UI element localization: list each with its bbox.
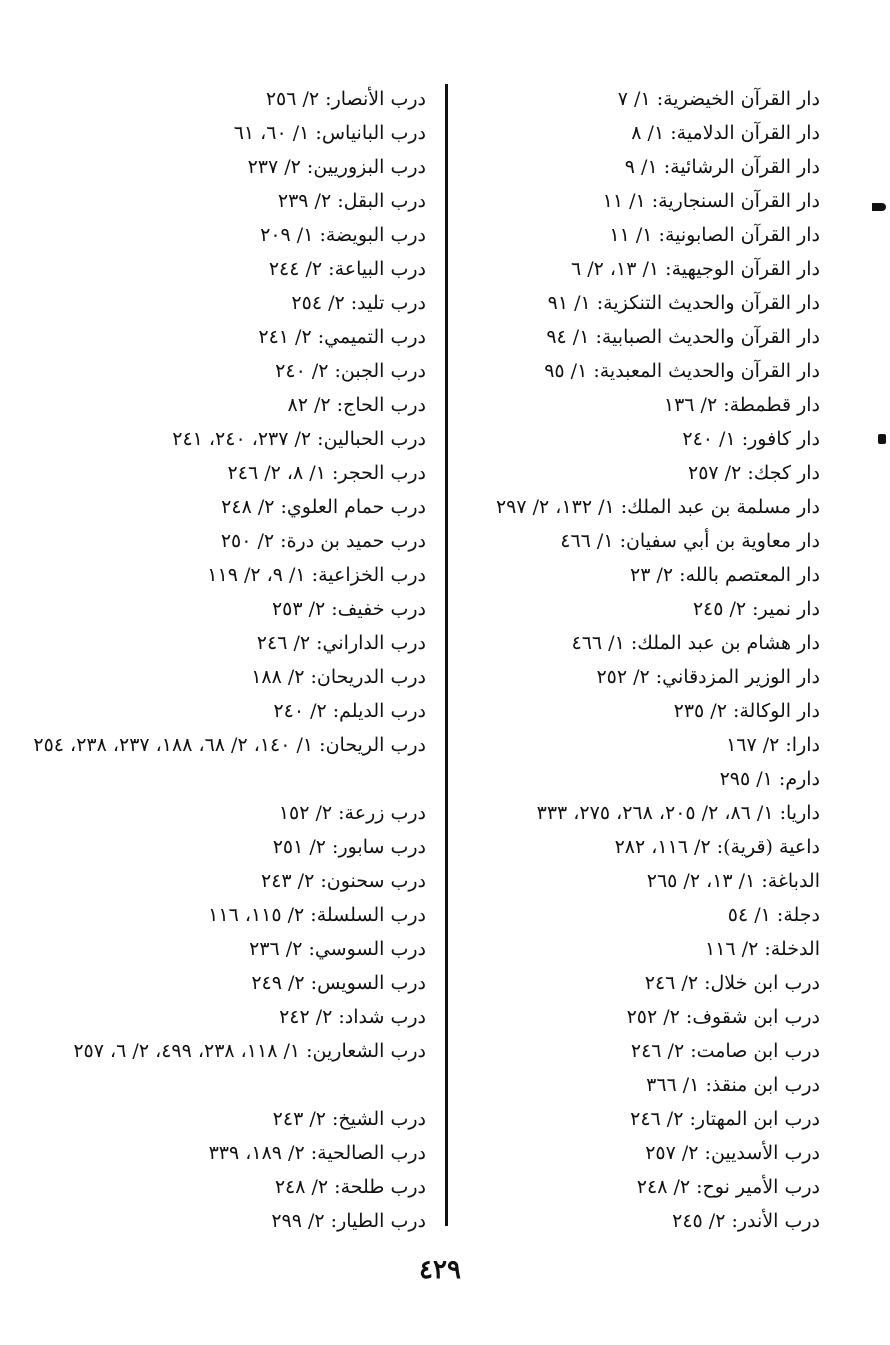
index-entry: درب حمام العلوي: ٢/ ٢٤٨	[221, 496, 426, 518]
index-entry: دار نمير: ٢/ ٢٤٥	[692, 598, 820, 620]
index-entry: دار القرآن الصابونية: ١/ ١١	[609, 224, 820, 246]
index-column-left	[16, 82, 426, 1238]
index-entry: درب خفيف: ٢/ ٢٥٣	[271, 598, 426, 620]
index-entry: دار القرآن الدلامية: ١/ ٨	[631, 122, 820, 144]
index-entry: درب الأمير نوح: ٢/ ٢٤٨	[636, 1176, 820, 1198]
index-entry: درب الريحان: ١/ ١٤٠، ٢/ ٦٨، ١٨٨، ٢٣٧، ٢٣٨، ٢٥٤	[33, 734, 426, 756]
index-entry: درب سحنون: ٢/ ٢٤٣	[261, 870, 426, 892]
index-entry: درب زرعة: ٢/ ١٥٢	[278, 802, 426, 824]
page-number: ٤٢٩	[419, 1255, 461, 1285]
index-entry: درب الأسديين: ٢/ ٢٥٧	[645, 1142, 820, 1164]
index-entry: دار القرآن الوجيهية: ١/ ١٣، ٢/ ٦	[570, 258, 820, 280]
index-entry: دار القرآن الخيضرية: ١/ ٧	[617, 88, 820, 110]
index-entry: درب ابن المهتار: ٢/ ٢٤٦	[630, 1108, 820, 1130]
index-entry: الدباغة: ١/ ١٣، ٢/ ٢٦٥	[646, 870, 820, 892]
index-entry: درب الحجر: ١/ ٨، ٢/ ٢٤٦	[227, 462, 426, 484]
index-entry: داريا: ١/ ٨٦، ٢/ ٢٠٥، ٢٦٨، ٢٧٥، ٣٣٣	[536, 802, 820, 824]
index-entry: درب البويضة: ١/ ٢٠٩	[260, 224, 426, 246]
index-entry: درب الحبالين: ٢/ ٢٣٧، ٢٤٠، ٢٤١	[172, 428, 426, 450]
index-entry: درب البانياس: ١/ ٦٠، ٦١	[233, 122, 426, 144]
index-entry: درب شداد: ٢/ ٢٤٢	[279, 1006, 426, 1028]
index-entry: درب الداراني: ٢/ ٢٤٦	[256, 632, 426, 654]
index-entry: درب الأندر: ٢/ ٢٤٥	[672, 1210, 820, 1232]
index-entry: دارا: ٢/ ١٦٧	[726, 734, 820, 756]
margin-dot-icon	[878, 434, 886, 444]
index-entry: دار قطمطة: ٢/ ١٣٦	[663, 394, 820, 416]
index-entry: درب ابن شقوف: ٢/ ٢٥٢	[626, 1006, 820, 1028]
index-entry: درب الدريحان: ٢/ ١٨٨	[251, 666, 426, 688]
index-entry: درب طلحة: ٢/ ٢٤٨	[274, 1176, 426, 1198]
index-entry: درب حميد بن درة: ٢/ ٢٥٠	[220, 530, 426, 552]
index-entry: درب ابن صامت: ٢/ ٢٤٦	[630, 1040, 820, 1062]
index-entry: دار القرآن السنجارية: ١/ ١١	[602, 190, 820, 212]
index-entry: دار كجك: ٢/ ٢٥٧	[687, 462, 820, 484]
index-entry: درب الجبن: ٢/ ٢٤٠	[275, 360, 426, 382]
index-entry: درب سابور: ٢/ ٢٥١	[272, 836, 426, 858]
index-entry: درب تليد: ٢/ ٢٥٤	[291, 292, 426, 314]
index-entry: درب السوسي: ٢/ ٢٣٦	[249, 938, 426, 960]
index-entry: دار هشام بن عبد الملك: ١/ ٤٦٦	[571, 632, 820, 654]
index-entry: دار كافور: ١/ ٢٤٠	[682, 428, 820, 450]
index-entry: الدخلة: ٢/ ١١٦	[704, 938, 820, 960]
column-divider	[445, 84, 448, 1226]
index-entry: درب التميمي: ٢/ ٢٤١	[258, 326, 426, 348]
index-entry: درب الصالحية: ٢/ ١٨٩، ٣٣٩	[208, 1142, 426, 1164]
index-entry: درب ابن منقذ: ١/ ٣٦٦	[646, 1074, 820, 1096]
index-column-right	[450, 82, 820, 1238]
index-entry: درب الخزاعية: ١/ ٩، ٢/ ١١٩	[207, 564, 426, 586]
index-entry: درب الطيار: ٢/ ٢٩٩	[271, 1210, 426, 1232]
index-entry: درب الأنصار: ٢/ ٢٥٦	[265, 88, 426, 110]
index-entry: دار المعتصم بالله: ٢/ ٢٣	[630, 564, 820, 586]
index-entry: دار القرآن والحديث المعبدية: ١/ ٩٥	[544, 360, 820, 382]
index-entry: درب البزوريين: ٢/ ٢٣٧	[247, 156, 426, 178]
index-entry: داعية (قرية): ٢/ ١١٦، ٢٨٢	[614, 836, 820, 858]
margin-arrow-icon	[872, 203, 886, 211]
index-entry: درب ابن خلال: ٢/ ٢٤٦	[644, 972, 820, 994]
index-entry: دار القرآن والحديث التنكزية: ١/ ٩١	[547, 292, 820, 314]
index-entry: درب الديلم: ٢/ ٢٤٠	[273, 700, 426, 722]
index-entry: درب الشيخ: ٢/ ٢٤٣	[272, 1108, 426, 1130]
index-entry: دجلة: ١/ ٥٤	[727, 904, 820, 926]
index-entry: درب السلسلة: ٢/ ١١٥، ١١٦	[208, 904, 426, 926]
index-entry: درب الحاج: ٢/ ٨٢	[287, 394, 426, 416]
index-entry: دار القرآن الرشائية: ١/ ٩	[624, 156, 820, 178]
index-entry: دار الوزير المزدقاني: ٢/ ٢٥٢	[596, 666, 820, 688]
index-entry: درب السويس: ٢/ ٢٤٩	[251, 972, 426, 994]
index-entry: دارم: ١/ ٢٩٥	[719, 768, 820, 790]
index-entry: درب الشعارين: ١/ ١١٨، ٢٣٨، ٤٩٩، ٢/ ٦، ٢٥٧	[73, 1040, 426, 1062]
index-entry: درب البقل: ٢/ ٢٣٩	[277, 190, 426, 212]
index-entry: دار الوكالة: ٢/ ٢٣٥	[673, 700, 820, 722]
index-entry: درب البياعة: ٢/ ٢٤٤	[268, 258, 426, 280]
index-entry: دار القرآن والحديث الصبابية: ١/ ٩٤	[546, 326, 820, 348]
index-entry: دار مسلمة بن عبد الملك: ١/ ١٣٢، ٢/ ٢٩٧	[495, 496, 820, 518]
index-entry: دار معاوية بن أبي سفيان: ١/ ٤٦٦	[560, 530, 820, 552]
